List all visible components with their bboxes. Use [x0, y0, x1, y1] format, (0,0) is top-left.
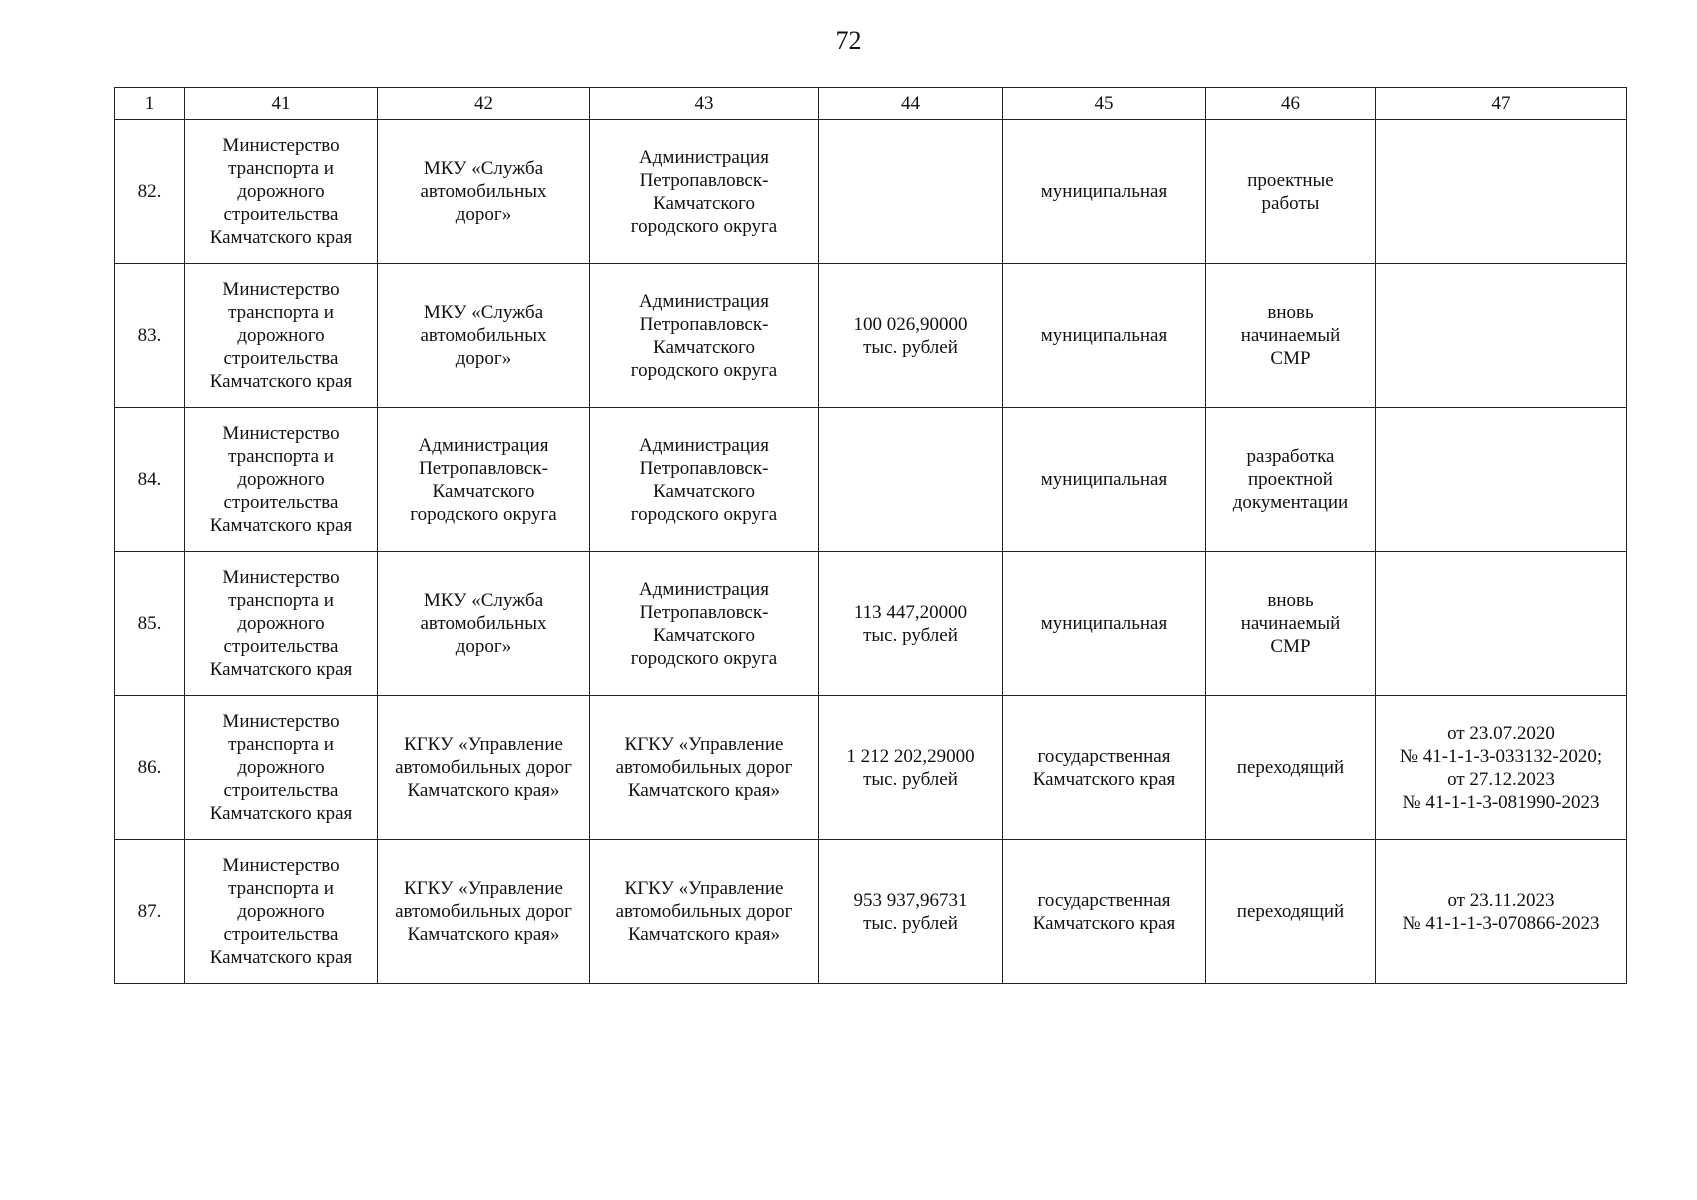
row-number-cell: 82. — [115, 120, 185, 264]
row-number-cell: 87. — [115, 840, 185, 984]
cost-cell — [819, 120, 1003, 264]
ownership-cell: государственная Камчатского края — [1003, 840, 1206, 984]
table-row — [115, 408, 1627, 552]
table-row — [115, 120, 1627, 264]
table-row — [115, 264, 1627, 408]
work-stage-cell: вновь начинаемый СМР — [1206, 552, 1376, 696]
developer-cell: Администрация Петропавловск- Камчатского городского округа — [590, 552, 819, 696]
expertise-cell — [1376, 264, 1627, 408]
ministry-cell: Министерство транспорта и дорожного строительства Камчатского края — [185, 552, 378, 696]
customer-cell: МКУ «Служба автомобильных дорог» — [378, 552, 590, 696]
developer-cell: Администрация Петропавловск- Камчатского городского округа — [590, 264, 819, 408]
ownership-cell: государственная Камчатского края — [1003, 696, 1206, 840]
customer-cell: КГКУ «Управление автомобильных дорог Камчатского края» — [378, 840, 590, 984]
developer-cell: КГКУ «Управление автомобильных дорог Камчатского края» — [590, 840, 819, 984]
cost-cell: 1 212 202,29000 тыс. рублей — [819, 696, 1003, 840]
column-header: 1 — [115, 88, 185, 120]
work-stage-cell: разработка проектной документации — [1206, 408, 1376, 552]
ownership-cell: муниципальная — [1003, 120, 1206, 264]
cost-cell: 100 026,90000 тыс. рублей — [819, 264, 1003, 408]
page-number: 72 — [835, 26, 862, 55]
table-row — [115, 696, 1627, 840]
cost-cell — [819, 408, 1003, 552]
ministry-cell: Министерство транспорта и дорожного строительства Камчатского края — [185, 120, 378, 264]
column-header: 42 — [378, 88, 590, 120]
ministry-cell: Министерство транспорта и дорожного строительства Камчатского края — [185, 840, 378, 984]
developer-cell: Администрация Петропавловск- Камчатского городского округа — [590, 408, 819, 552]
work-stage-cell: переходящий — [1206, 840, 1376, 984]
table-row — [115, 552, 1627, 696]
column-header: 41 — [185, 88, 378, 120]
work-stage-cell: проектные работы — [1206, 120, 1376, 264]
expertise-cell: от 23.07.2020 № 41-1-1-3-033132-2020; от 27.12.2023 № 41-1-1-3-081990-2023 — [1376, 696, 1627, 840]
row-number-cell: 86. — [115, 696, 185, 840]
expertise-cell: от 23.11.2023 № 41-1-1-3-070866-2023 — [1376, 840, 1627, 984]
customer-cell: КГКУ «Управление автомобильных дорог Камчатского края» — [378, 696, 590, 840]
expertise-cell — [1376, 552, 1627, 696]
table-header-row — [115, 88, 1627, 120]
work-stage-cell: вновь начинаемый СМР — [1206, 264, 1376, 408]
row-number-cell: 83. — [115, 264, 185, 408]
ownership-cell: муниципальная — [1003, 264, 1206, 408]
objects-table — [114, 87, 1627, 984]
cost-cell: 953 937,96731 тыс. рублей — [819, 840, 1003, 984]
column-header: 47 — [1376, 88, 1627, 120]
table-row — [115, 840, 1627, 984]
cost-cell: 113 447,20000 тыс. рублей — [819, 552, 1003, 696]
customer-cell: МКУ «Служба автомобильных дорог» — [378, 264, 590, 408]
ministry-cell: Министерство транспорта и дорожного строительства Камчатского края — [185, 696, 378, 840]
customer-cell: МКУ «Служба автомобильных дорог» — [378, 120, 590, 264]
ministry-cell: Министерство транспорта и дорожного строительства Камчатского края — [185, 264, 378, 408]
customer-cell: Администрация Петропавловск- Камчатского городского округа — [378, 408, 590, 552]
column-header: 43 — [590, 88, 819, 120]
ownership-cell: муниципальная — [1003, 552, 1206, 696]
developer-cell: Администрация Петропавловск- Камчатского городского округа — [590, 120, 819, 264]
developer-cell: КГКУ «Управление автомобильных дорог Камчатского края» — [590, 696, 819, 840]
column-header: 45 — [1003, 88, 1206, 120]
expertise-cell — [1376, 120, 1627, 264]
row-number-cell: 84. — [115, 408, 185, 552]
ministry-cell: Министерство транспорта и дорожного строительства Камчатского края — [185, 408, 378, 552]
expertise-cell — [1376, 408, 1627, 552]
row-number-cell: 85. — [115, 552, 185, 696]
ownership-cell: муниципальная — [1003, 408, 1206, 552]
column-header: 46 — [1206, 88, 1376, 120]
work-stage-cell: переходящий — [1206, 696, 1376, 840]
column-header: 44 — [819, 88, 1003, 120]
